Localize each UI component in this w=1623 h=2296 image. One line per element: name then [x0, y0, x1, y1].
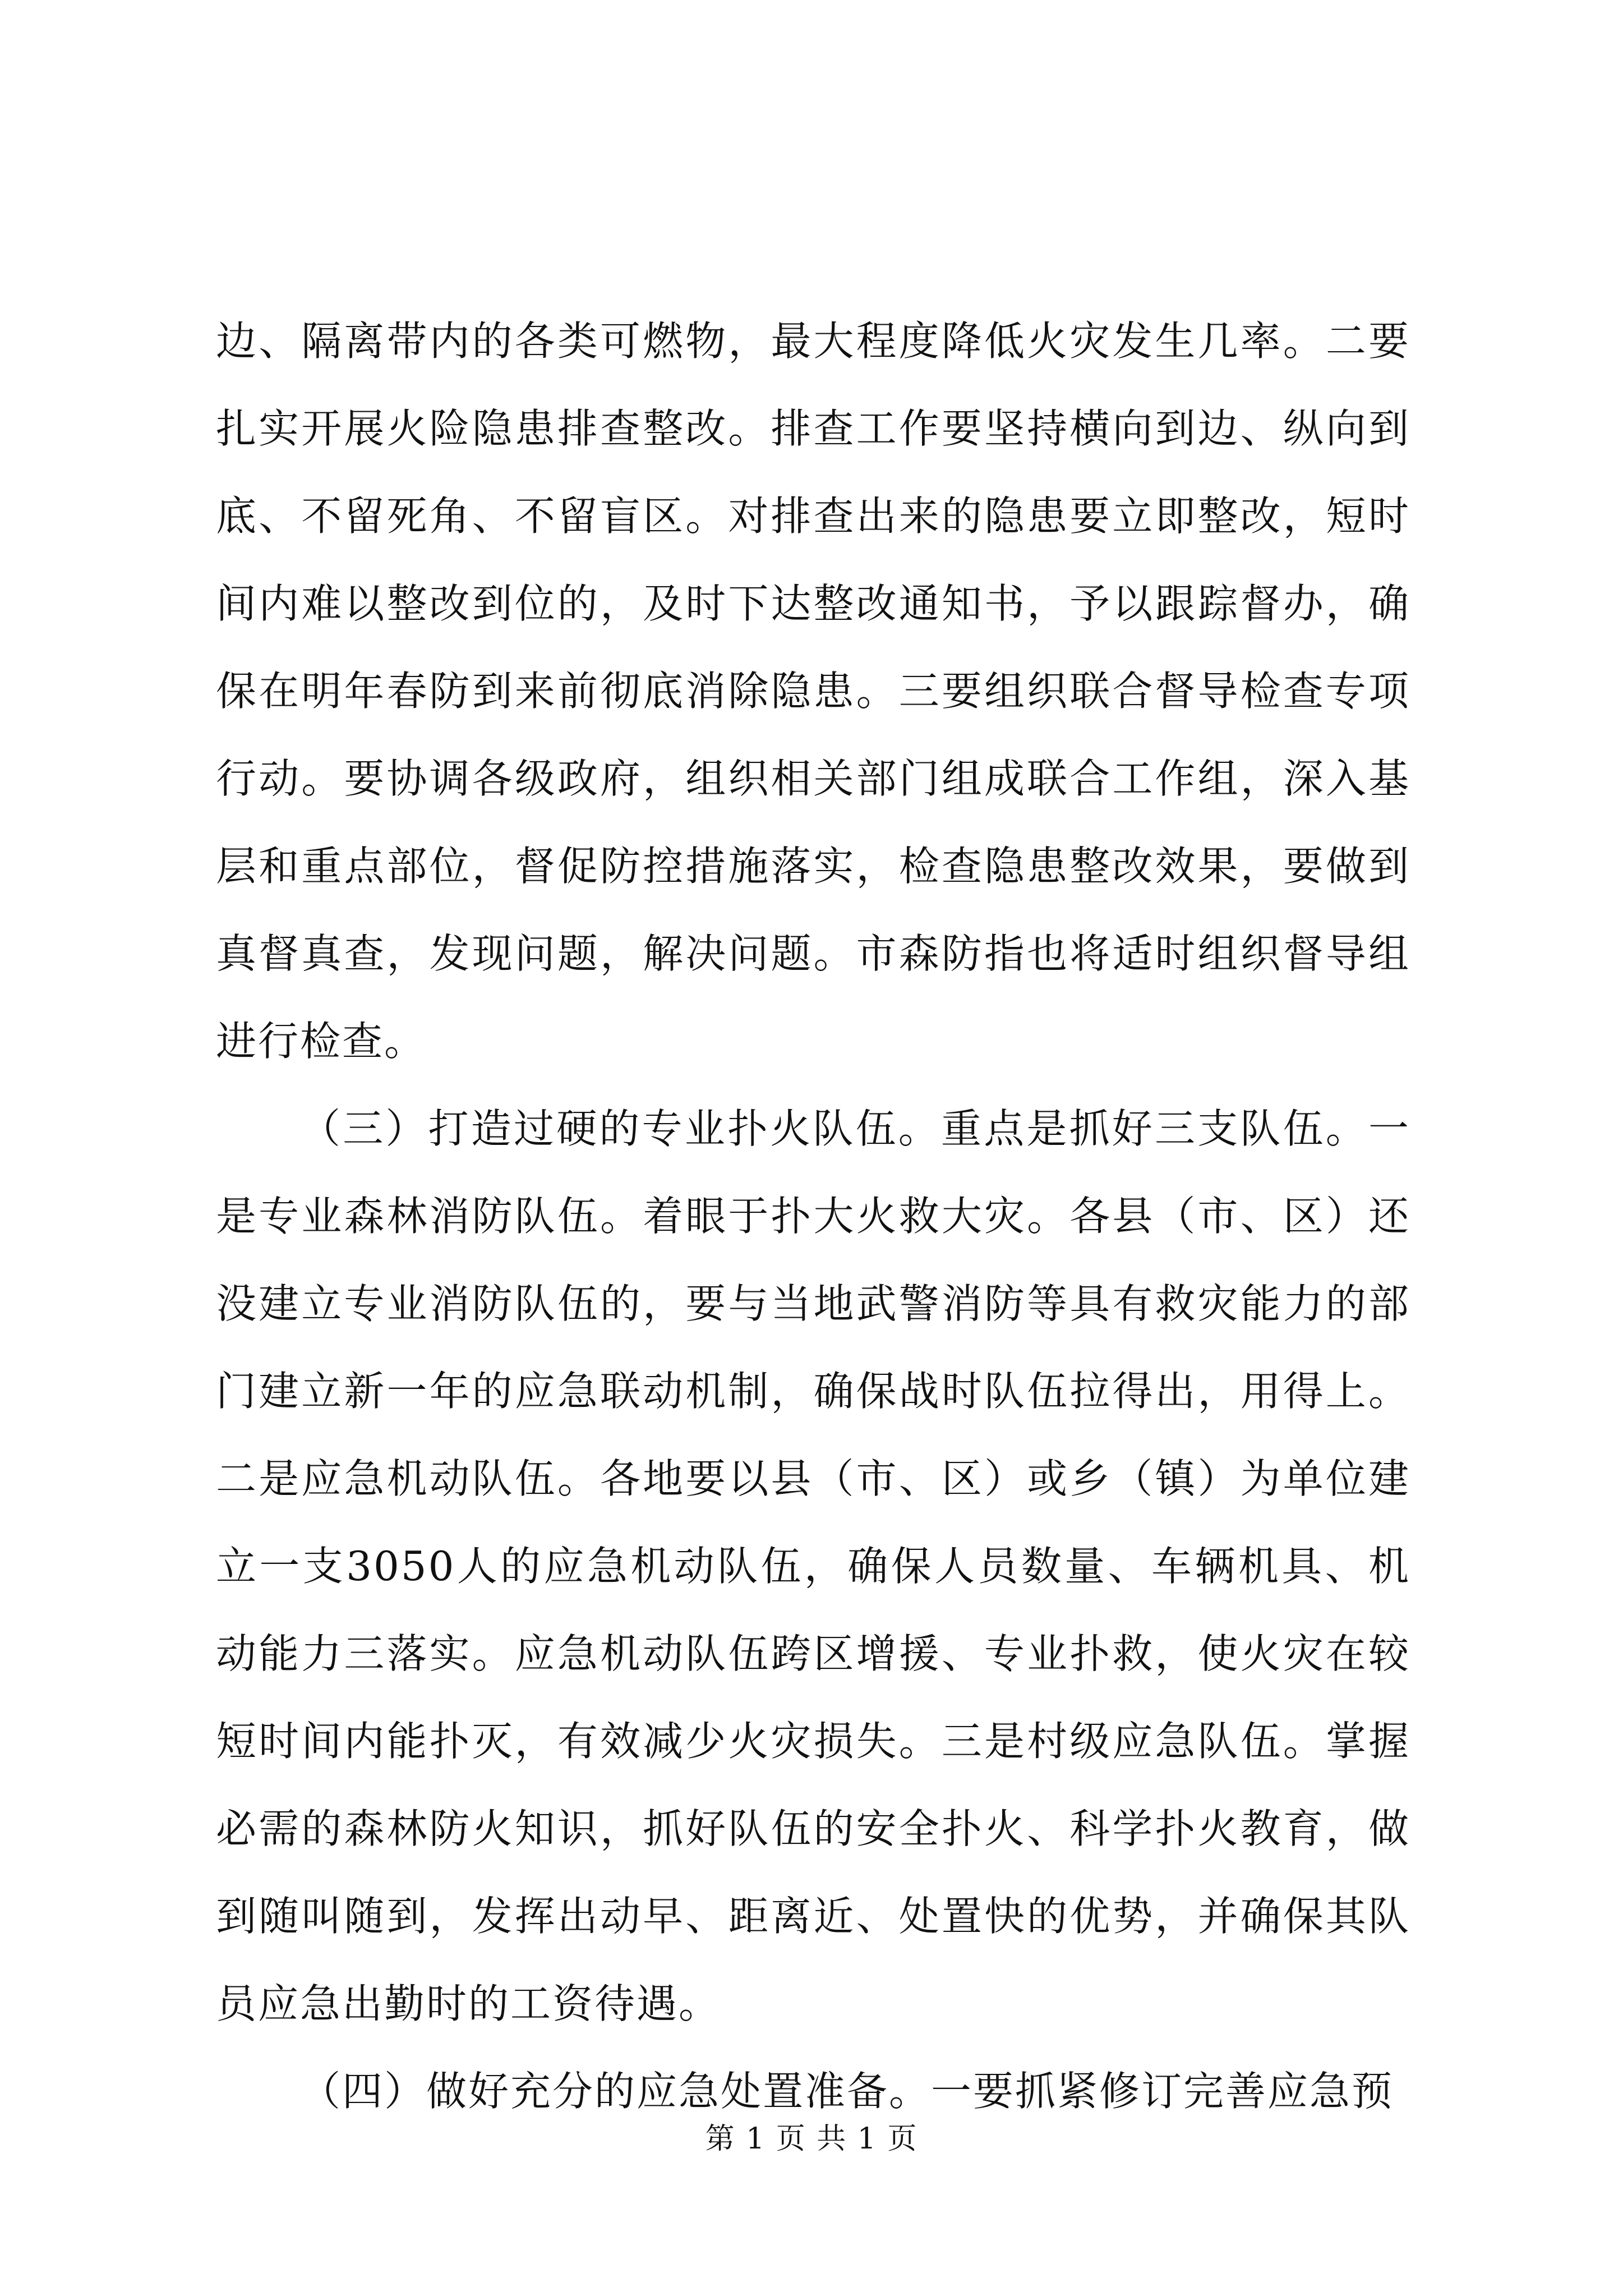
page-footer: 第 1 页 共 1 页 [705, 2122, 918, 2156]
paragraph-section-three: （三）打造过硬的专业扑火队伍。重点是抓好三支队伍。一是专业森林消防队伍。着眼于扑大火救大灾。各县（市、区）还没建立专业消防队伍的，要与当地武警消防等具有救灾能力的部门建立新一年的应急联动机制，确保战时队伍拉得出，用得上。二是应急机动队伍。各地要以县（市、区）或乡（镇）为单位建立一支3050人的应急机动队伍，确保人员数量、车辆机具、机动能力三落实。应急机动队伍跨区增援、专业扑救，使火灾在较短时间内能扑灭，有效减少火灾损失。三是村级应急队伍。掌握必需的森林防火知识，抓好队伍的安全扑火、科学扑火教育，做到随叫随到，发挥出动早、距离近、处置快的优势，并确保其队员应急出勤时的工资待遇。 [216, 1105, 1410, 2027]
body-text [216, 297, 1410, 2135]
paragraph-continuation: 边、隔离带内的各类可燃物，最大程度降低火灾发生几率。二要扎实开展火险隐患排查整改。排查工作要坚持横向到边、纵向到底、不留死角、不留盲区。对排查出来的隐患要立即整改，短时间内难以整改到位的，及时下达整改通知书，予以跟踪督办，确保在明年春防到来前彻底消除隐患。三要组织联合督导检查专项行动。要协调各级政府，组织相关部门组成联合工作组，深入基层和重点部位，督促防控措施落实，检查隐患整改效果，要做到真督真查，发现问题，解决问题。市森防指也将适时组织督导组进行检查。 [216, 318, 1410, 1065]
paragraph-section-four: （四）做好充分的应急处置准备。一要抓紧修订完善应急预 [300, 2068, 1394, 2115]
